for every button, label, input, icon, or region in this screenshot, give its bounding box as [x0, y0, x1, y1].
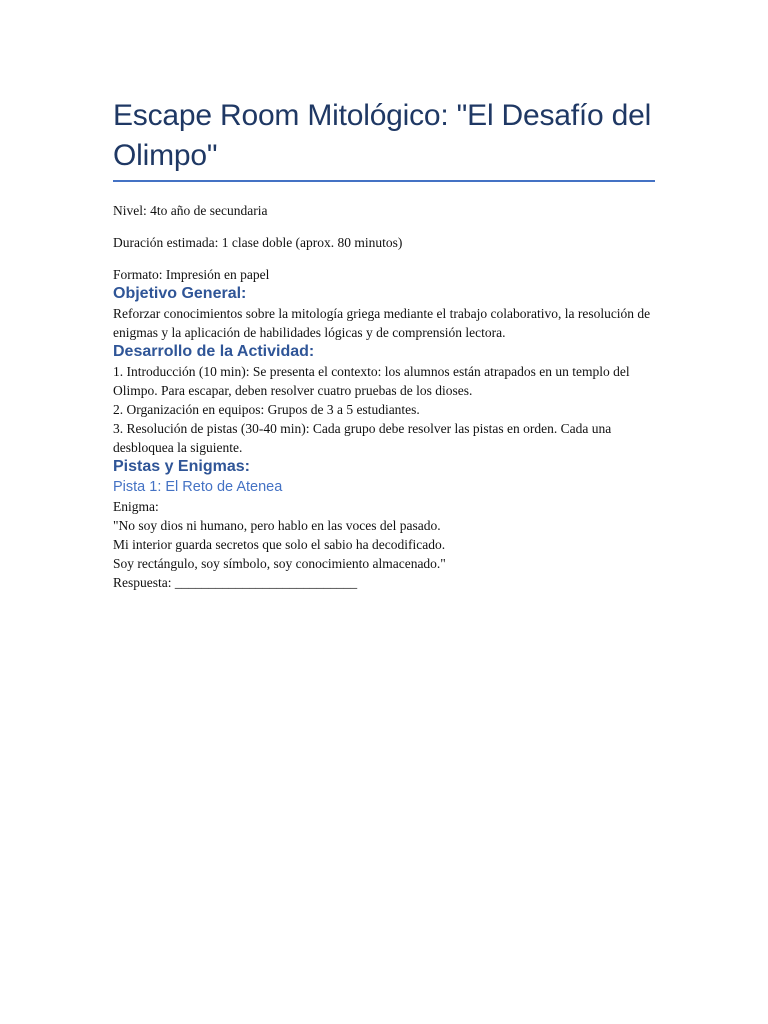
respuesta-line: Respuesta: ___________________________: [113, 575, 358, 590]
desarrollo-item-3: 3. Resolución de pistas (30-40 min): Cada grupo debe resolver las pistas en orden. Cada una desbloquea la siguiente.: [113, 421, 612, 455]
pista-1-title: Pista 1: El Reto de Atenea: [113, 479, 283, 495]
desarrollo-heading: Desarrollo de la Actividad:: [113, 343, 315, 360]
objetivo-heading: Objetivo General:: [113, 285, 247, 302]
enigma-line-3: Soy rectángulo, soy símbolo, soy conocimiento almacenado.": [113, 556, 446, 571]
desarrollo-item-2: 2. Organización en equipos: Grupos de 3 a 5 estudiantes.: [113, 402, 420, 417]
title-underline: [113, 180, 655, 182]
meta-duracion: Duración estimada: 1 clase doble (aprox. 80 minutos): [113, 235, 403, 250]
meta-formato: Formato: Impresión en papel: [113, 267, 270, 282]
document-content: [113, 96, 658, 592]
enigma-label: Enigma:: [113, 499, 159, 514]
document-title: Escape Room Mitológico: "El Desafío del Olimpo": [113, 99, 652, 172]
meta-nivel: Nivel: 4to año de secundaria: [113, 203, 268, 218]
enigma-block: [113, 497, 658, 573]
objetivo-text: Reforzar conocimientos sobre la mitología griega mediante el trabajo colaborativo, la resolución de enigmas y la aplicación de habilidades lógicas y de comprensión lectora.: [113, 306, 651, 340]
pistas-heading: Pistas y Enigmas:: [113, 458, 250, 475]
desarrollo-item-1: 1. Introducción (10 min): Se presenta el contexto: los alumnos están atrapados en un templo del Olimpo. Para escapar, deben resolver cuatro pruebas de los dioses.: [113, 364, 630, 398]
enigma-line-2: Mi interior guarda secretos que solo el sabio ha decodificado.: [113, 537, 446, 552]
enigma-line-1: "No soy dios ni humano, pero hablo en las voces del pasado.: [113, 518, 441, 533]
